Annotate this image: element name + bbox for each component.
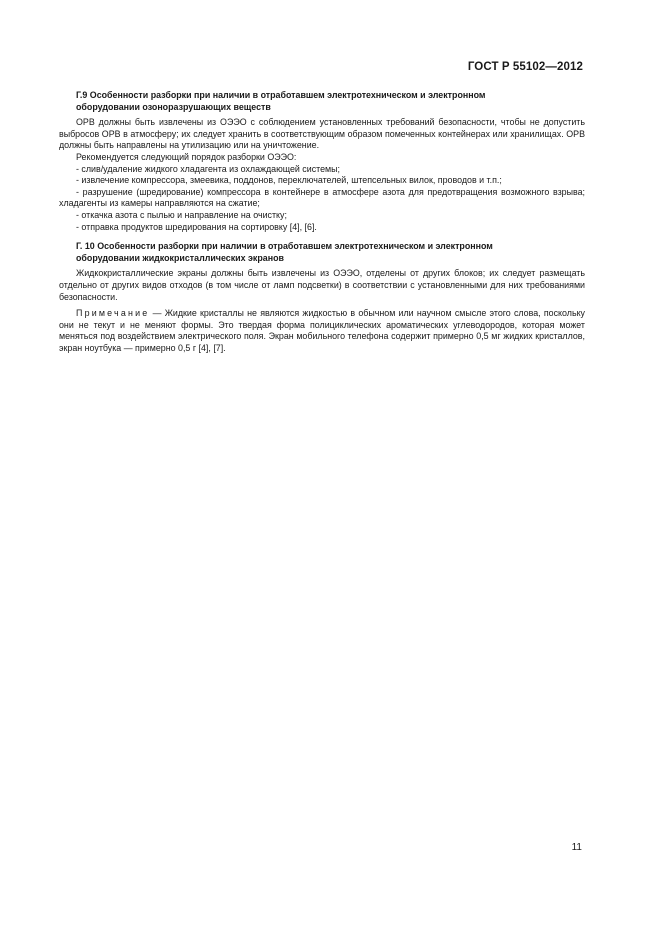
list-item: - откачка азота с пылью и направление на очистку; [76,209,287,220]
list-item: - извлечение компрессора, змеевика, поддонов, переключателей, штепсельных вилок, проводов и т.п.; [76,175,502,186]
section-heading-g10 [59,241,585,264]
paragraph-recommended-order: Рекомендуется следующий порядок разборки ОЭЭО: [76,151,297,162]
note-text: — Жидкие кристаллы не являются жидкостью в обычном или научном смысле этого слова, поскольку они не текут и не меняют формы. Это твердая форма полициклических ароматических углеводородов, которая может меняться под воздействием электрического поля. Экран мобильного телефона содержит примерно 0,5 мг жидких кристаллов, экран ноутбука — примерно 0,5 г [4], [7]. [59,308,585,353]
note-paragraph [59,308,585,354]
section-heading-g9-line2: оборудовании озоноразрушающих веществ [76,101,271,112]
list-item: - слив/удаление жидкого хладагента из охлаждающей системы; [76,163,340,174]
section-heading-g9-line1: Г.9 Особенности разборки при наличии в отработавшем электротехническом и электронном [76,90,486,100]
document-body [59,90,585,354]
section-heading-g10-line2: оборудовании жидкокристаллических экранов [76,252,284,263]
paragraph-lcd-extraction: Жидкокристаллические экраны должны быть извлечены из ОЭЭО, отделены от других блоков; их следует размещать отдельно от других видов отходов (в том числе от ламп подсветки) в соответствии с установленными для них требованиями безопасности. [59,268,585,302]
list-item: - отправка продуктов шредирования на сортировку [4], [6]. [76,221,317,232]
section-heading-g9 [59,90,585,113]
section-heading-g10-line1: Г. 10 Особенности разборки при наличии в отработавшем электротехническом и электронном [76,241,493,252]
paragraph-ods-extraction: ОРВ должны быть извлечены из ОЭЭО с соблюдением установленных требований безопасности, чтобы не допустить выбросов ОРВ в атмосферу; их следует хранить в соответствующим образом помеченных контейнерах или хранилищах. ОРВ должны быть направлены на утилизацию или на уничтожение. [59,117,585,151]
page-number: 11 [571,842,582,853]
standard-code-header: ГОСТ Р 55102—2012 [467,61,583,73]
list-item: - разрушение (шредирование) компрессора в контейнере в атмосфере азота для предотвращения возможного взрыва; хладагенты из камеры направляются на сжатие; [59,186,585,209]
note-label: Примечание [76,308,150,319]
